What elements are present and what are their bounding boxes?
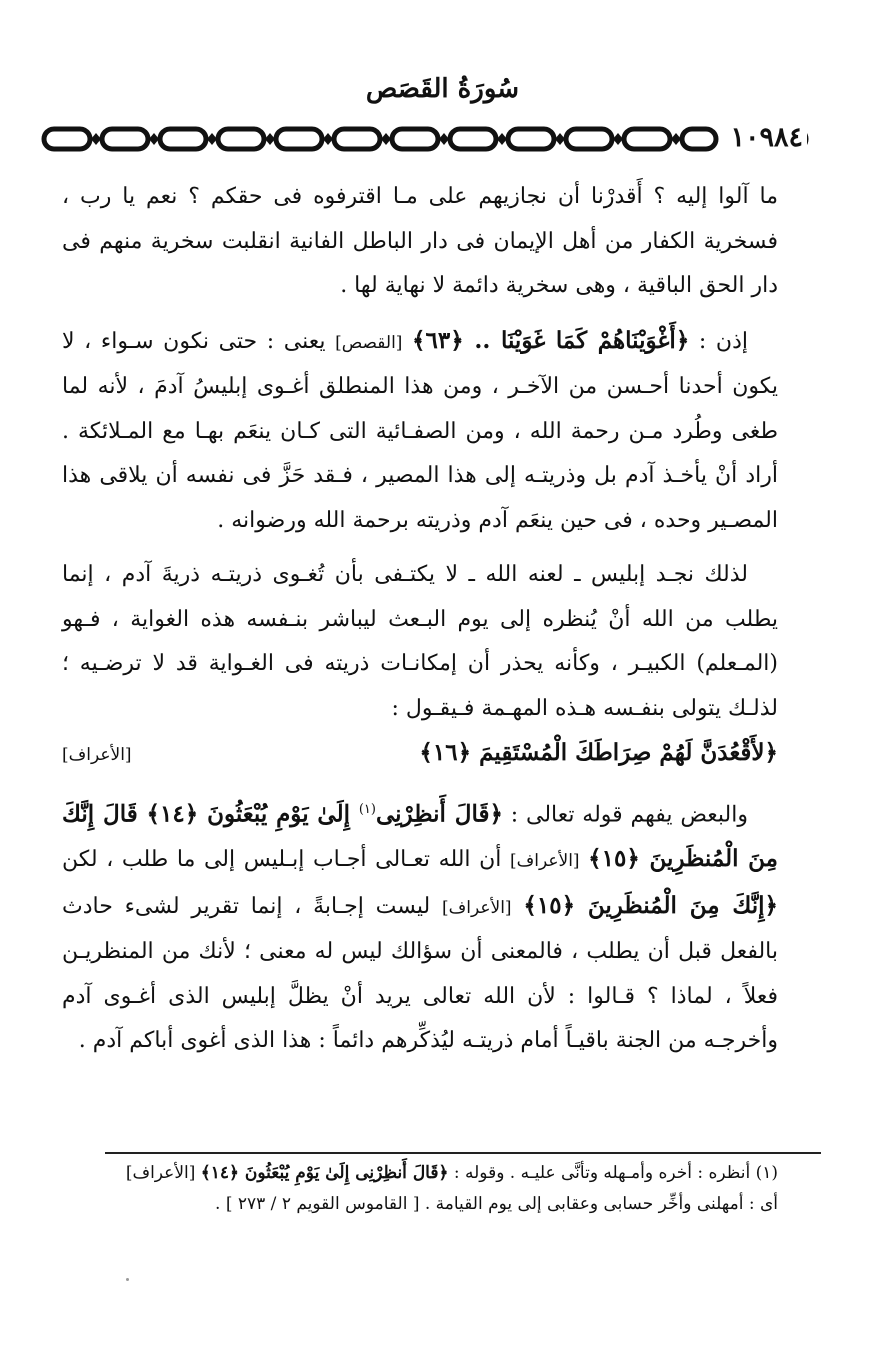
quran-verse-araf-14: ﴿قَالَ أَنظِرْنِى — [375, 799, 503, 827]
footnote-1-line-2: أى : أمهلنى وأخِّر حسابى وعقابى إلى يوم القيامة . [ القاموس القويم ٢ / ٢٧٣ ] . — [215, 1194, 778, 1214]
footnote-divider — [105, 1152, 821, 1154]
paragraph-4-rest: ليست إجـابةً ، إنما تقرير لشىء حادث بالفعل قبل أن يطلب ، فالمعنى أن سؤالك ليس له معنى ؛ لأنك من المنظريـن فعلاً ، لماذا ؟ قـالوا : لأن الله تعالى يريد أنْ يظلَّ إبليس الذى أغـوى آدم وأخرجـه من الجنة باقيـاً أمام ذريتـه ليُذكِّرهم دائماً : هذا الذى أغوى أباكم آدم . — [62, 893, 778, 1054]
footnote-marker[interactable]: (١) — [358, 801, 376, 817]
main-text — [62, 175, 778, 1074]
paragraph-2-rest: يعنى : حتى نكون سـواء ، لا يكون أحدنا أحـسن من الآخـر ، ومن هذا المنطلق أغـوى إبليسُ آدمَ ، لأنه لما طغى وطُرد مـن رحمة الله ، ومن الصفـائية التى كـان ينعَم بهـا مع المـلائكة . أراد أنْ يأخـذ آدم بل وذريتـه إلى هذا المصير ، فـقد حَزَّ فى نفسه أن يلاقى هذا المصـير وحده ، فى حين ينعَم آدم وذريته برحمة الله ورضوانه . — [62, 328, 778, 533]
quran-verse-araf-14-15: إِلَىٰ يَوْمِ يُبْعَثُونَ ﴿١٤﴾ قَالَ إِنَّكَ مِنَ الْمُنظَرِينَ ﴿١٥﴾ — [62, 799, 779, 873]
footnote-quran-verse: ﴿قَالَ أَنظِرْنِى إِلَىٰ يَوْمِ يُبْعَثُونَ ﴿١٤﴾ — [200, 1163, 449, 1183]
print-speck — [126, 1278, 129, 1281]
footnote-surah-reference: [الأعراف] — [125, 1163, 196, 1183]
paragraph-2-lead: إذن : — [689, 328, 749, 354]
quran-verse-araf-16: ﴿لأَقْعُدَنَّ لَهُمْ صِرَاطَكَ الْمُسْتَقِيمَ ﴿١٦﴾ — [419, 739, 778, 766]
paragraph-2 — [62, 319, 778, 544]
surah-title: سُورَةُ القَصَص — [365, 74, 520, 104]
quran-verse-qasas-63: ﴿أَغْوَيْنَاهُمْ كَمَا غَوَيْنَا .. ﴿٦٣﴾ — [412, 326, 690, 354]
page-number: ١٠٩٨٤ — [726, 120, 807, 156]
verse-line-araf-16 — [62, 731, 778, 778]
paragraph-4-lead: والبعض يفهم قوله تعالى : — [502, 801, 748, 827]
footnote-lead: (١) أنظره : أخره وأمـهله وتأنَّى عليـه . وقوله : — [448, 1163, 778, 1183]
footnote-1-line-1 — [62, 1158, 778, 1189]
surah-reference: [القصص] — [335, 332, 403, 353]
quran-verse-araf-15: ﴿إِنَّكَ مِنَ الْمُنظَرِينَ ﴿١٥﴾ — [523, 891, 778, 919]
surah-reference: [الأعراف] — [442, 897, 512, 918]
paragraph-3-text: لذلك نجـد إبليس ـ لعنه الله ـ لا يكتـفى بأن تُغـوى ذريتـه ذريةَ آدم ، إنما يطلب من الله أنْ يُنظره إلى يوم البـعث ليباشر بنـفسه هذه الغواية ، فـهو (المـعلم) الكبيـر ، وكأنه يحذر أن إمكانـات ذريته فى الغـواية قد لا ترضـيه ؛ لذلـك يتولى بنفـسه هـذه المهـمة فـيقـول : — [62, 562, 778, 721]
paragraph-4-mid: أن الله تعـالى أجـاب إبـليس إلى ما طلب ، لكن — [62, 847, 510, 873]
paragraph-3 — [62, 553, 778, 731]
paragraph-1: ما آلوا إليه ؟ أَقدرْنا أن نجازيهم على مـا اقترفوه فى حقكم ؟ نعم يا رب ، فسخرية الكفار من أهل الإيمان فى دار الباطل الفانية انقلبت سخرية منهم فى دار الحق الباقية ، وهى سخرية دائمة لا نهاية لها . — [62, 184, 778, 298]
surah-reference: [الأعراف] — [62, 745, 132, 765]
footnotes — [62, 1158, 778, 1220]
surah-reference: [الأعراف] — [510, 851, 580, 872]
paragraph-4 — [62, 788, 778, 1064]
ornamental-header-rule — [40, 124, 810, 154]
